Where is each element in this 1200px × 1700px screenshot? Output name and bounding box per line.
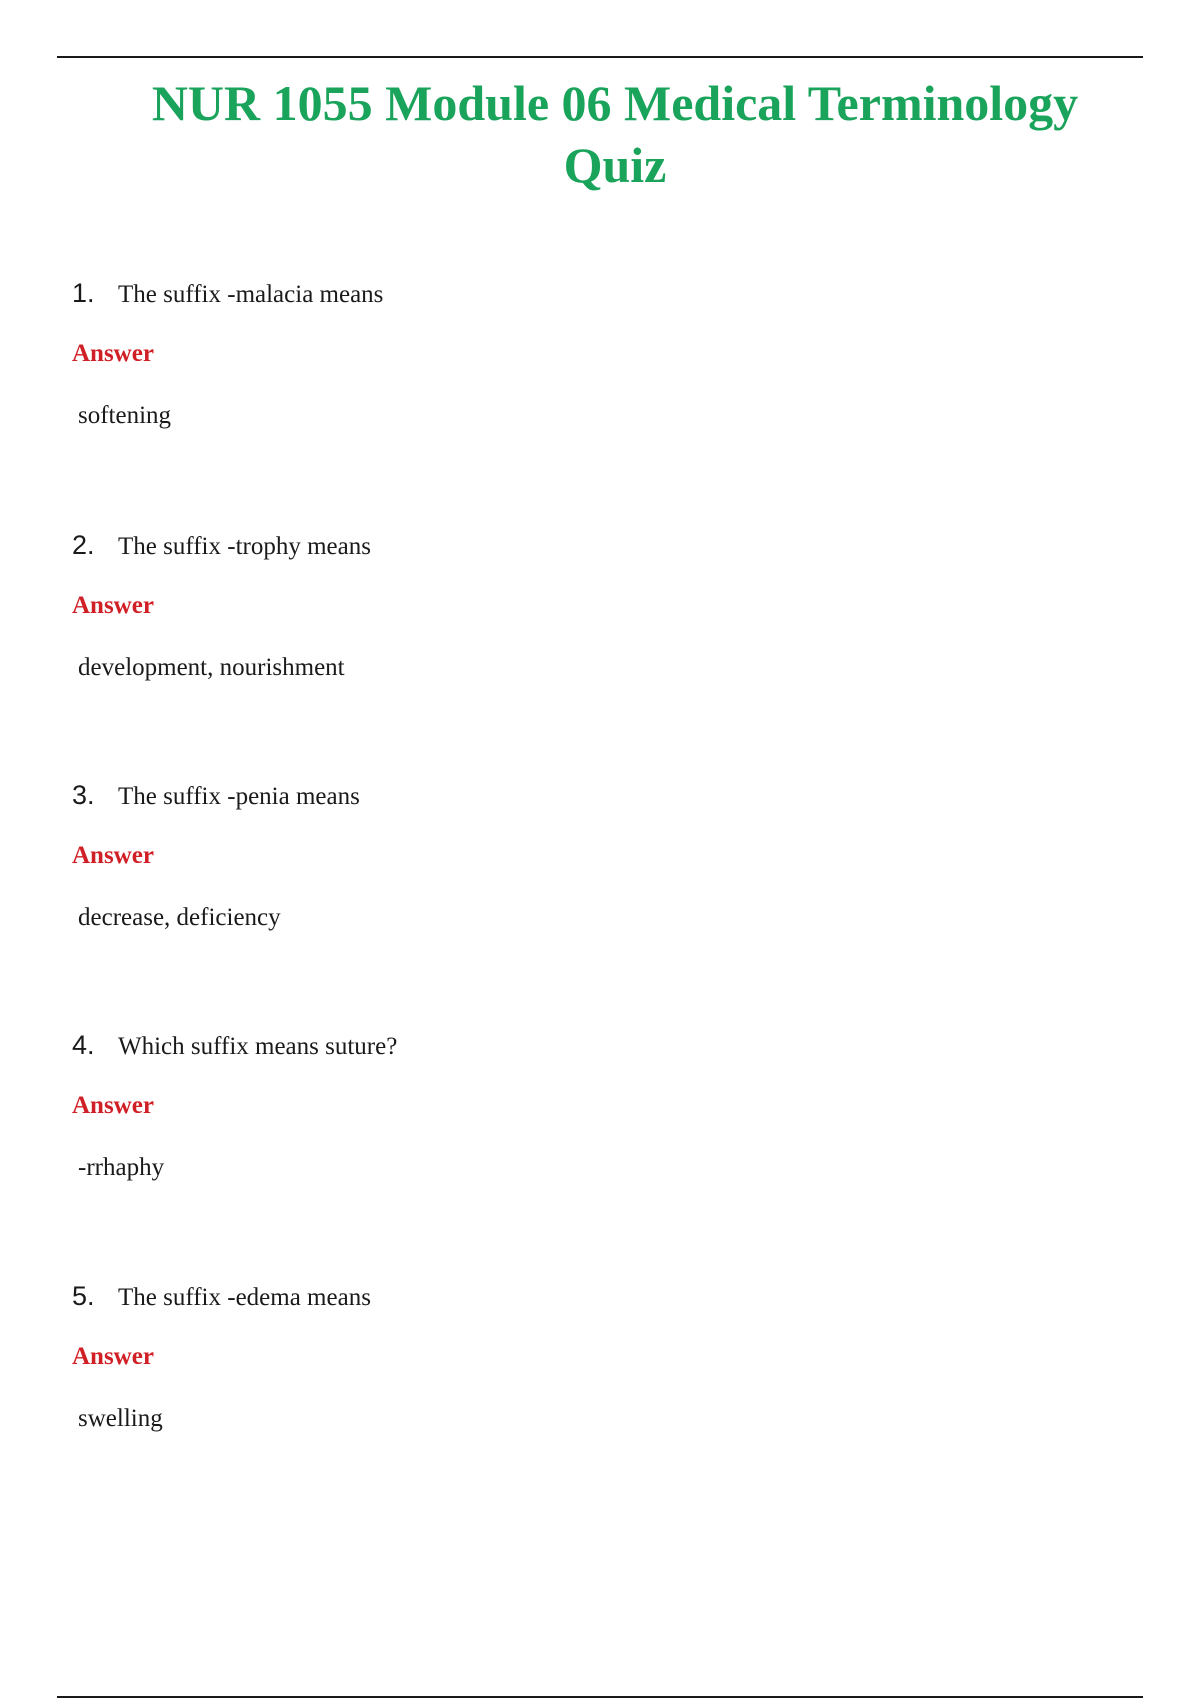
question-text: Which suffix means suture? bbox=[118, 1033, 398, 1060]
answer-text: -rrhaphy bbox=[78, 1154, 165, 1181]
page-title: NUR 1055 Module 06 Medical Terminology Quiz bbox=[151, 75, 1079, 193]
question-number: 2. bbox=[72, 530, 95, 560]
answer-text: softening bbox=[78, 402, 172, 429]
answer-label: Answer bbox=[72, 592, 154, 619]
answer-label: Answer bbox=[72, 1343, 154, 1370]
question-text: The suffix -malacia means bbox=[118, 281, 384, 308]
answer-text: development, nourishment bbox=[78, 654, 345, 681]
answer-text: decrease, deficiency bbox=[78, 904, 281, 931]
question-number: 3. bbox=[72, 780, 95, 810]
question-text: The suffix -penia means bbox=[118, 783, 360, 810]
question-item-1 bbox=[72, 278, 972, 430]
top-rule bbox=[57, 56, 1143, 58]
question-text: The suffix -edema means bbox=[118, 1284, 371, 1311]
question-item-2 bbox=[72, 530, 972, 682]
answer-label: Answer bbox=[72, 340, 154, 367]
question-item-4 bbox=[72, 1030, 972, 1182]
question-item-5 bbox=[72, 1281, 972, 1433]
bottom-rule bbox=[57, 1696, 1143, 1698]
answer-label: Answer bbox=[72, 842, 154, 869]
question-text: The suffix -trophy means bbox=[118, 533, 371, 560]
question-number: 5. bbox=[72, 1281, 95, 1311]
question-number: 4. bbox=[72, 1030, 95, 1060]
question-number: 1. bbox=[72, 278, 95, 308]
question-item-3 bbox=[72, 780, 972, 932]
answer-text: swelling bbox=[78, 1405, 163, 1432]
answer-label: Answer bbox=[72, 1092, 154, 1119]
